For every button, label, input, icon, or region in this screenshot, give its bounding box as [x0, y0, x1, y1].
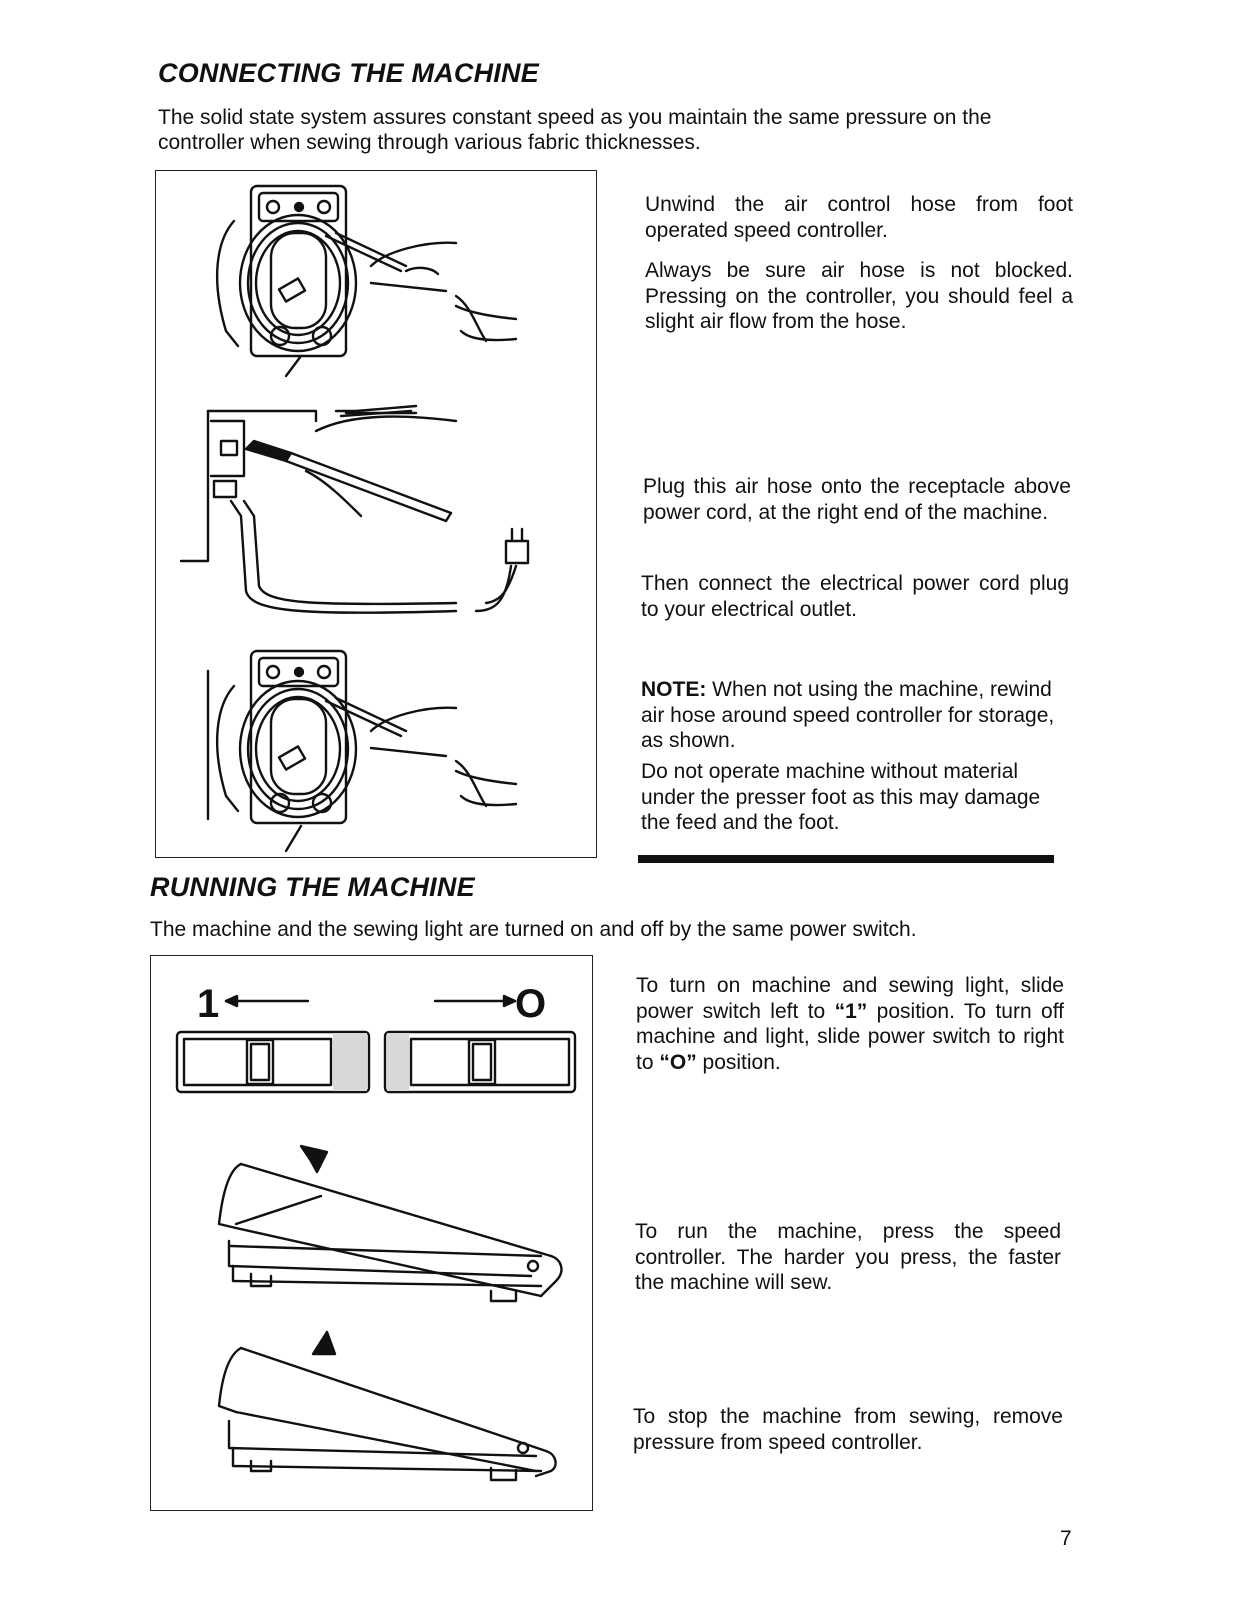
speed-controller-wound-drawing: [217, 186, 516, 376]
step-run-machine: To run the machine, press the speed controller. The harder you press, the faster the machine will sew.: [635, 1220, 1061, 1294]
connecting-illustration-frame: [155, 170, 597, 858]
running-illustration-frame: [150, 955, 593, 1511]
speed-controller-rewound-drawing: [208, 651, 516, 851]
section-intro-connecting: The solid state system assures constant speed as you maintain the same pressure on the controller when sewing through various fabric thicknesses.: [158, 106, 992, 154]
power-switch-text-3: position.: [696, 1050, 781, 1074]
page-number: 7: [1060, 1527, 1072, 1550]
step-connect-power-cord: Then connect the electrical power cord plug to your electrical outlet.: [641, 572, 1069, 621]
release-arrow-icon: [313, 1332, 335, 1354]
step-stop-machine: To stop the machine from sewing, remove pressure from speed controller.: [633, 1405, 1063, 1454]
off-position-symbol: “O”: [659, 1050, 697, 1074]
section-divider-bar: [638, 855, 1054, 863]
arrow-right-icon: [435, 996, 515, 1006]
running-illustration: [151, 956, 592, 1510]
section-title-running: RUNNING THE MACHINE: [150, 872, 475, 902]
power-switch-off-position: [385, 1032, 575, 1092]
section-title-connecting: CONNECTING THE MACHINE: [158, 58, 539, 88]
note-text: When not using the machine, rewind air hose around speed controller for storage, as shown.: [641, 678, 1055, 752]
warning-do-not-operate: Do not operate machine without material under the presser foot as this may damage the feed and the foot.: [641, 760, 1041, 834]
machine-receptacle-drawing: [181, 406, 528, 613]
power-switch-text-2: position. To turn off machine and light, slide power switch to right to: [636, 999, 1065, 1074]
note-paragraph: [641, 677, 1071, 754]
power-switch-on-position: [177, 1032, 369, 1092]
switch-off-label: O: [515, 982, 547, 1026]
press-arrow-icon: [301, 1146, 327, 1172]
on-position-symbol: “1”: [834, 999, 868, 1023]
section-intro-running: The machine and the sewing light are turned on and off by the same power switch.: [150, 918, 917, 941]
step-power-switch: [636, 973, 1064, 1075]
step-plug-air-hose: Plug this air hose onto the receptacle above power cord, at the right end of the machine.: [643, 475, 1071, 524]
switch-on-label: 1: [197, 982, 220, 1026]
step-unwind-hose: Unwind the air control hose from foot operated speed controller.: [645, 193, 1073, 242]
step-check-air-hose: Always be sure air hose is not blocked. Pressing on the controller, you should feel a slight air flow from the hose.: [645, 259, 1073, 333]
connecting-illustration: [156, 171, 596, 857]
arrow-left-icon: [226, 996, 308, 1006]
speed-controller-pressed-drawing: [219, 1146, 561, 1301]
speed-controller-released-drawing: [219, 1332, 556, 1480]
power-switch-text-1: To turn on machine and sewing light, slide power switch left to: [636, 974, 1064, 1023]
note-label: NOTE:: [641, 678, 707, 701]
